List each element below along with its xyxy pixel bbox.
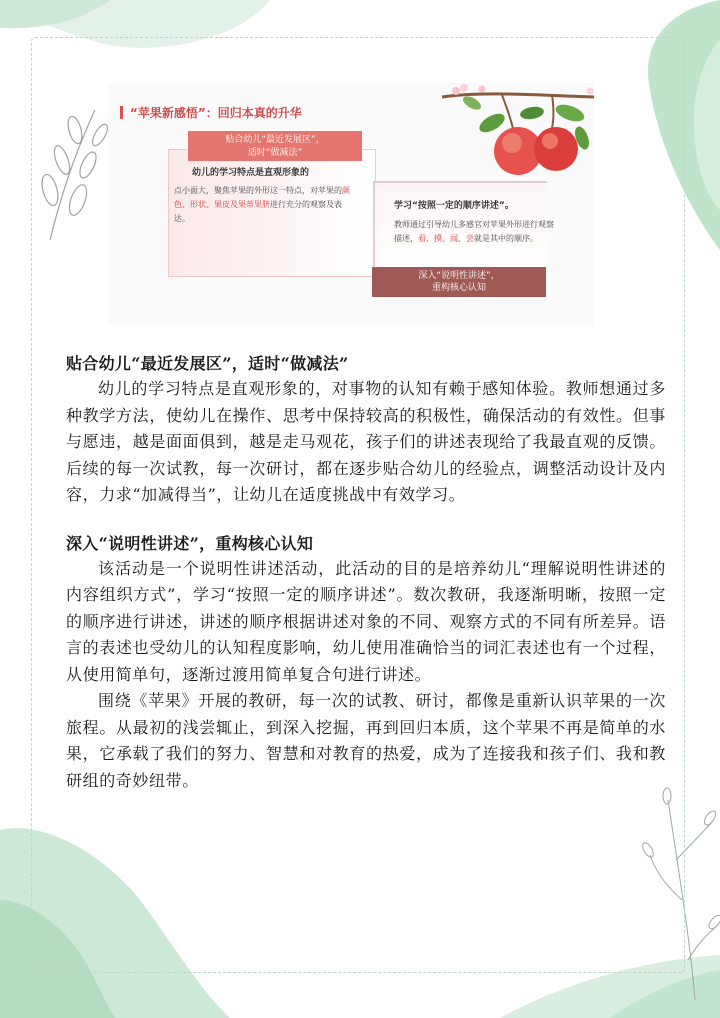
paragraph: 围绕《苹果》开展的教研，每一次的试教、研讨，都像是重新认识苹果的一次旅程。从最初的浅尝辄止，到深入挖掘，再到回归本质，这个苹果不再是简单的水果，它承载了我们的努力、智慧和对教育的热爱，成为了连接我和孩子们、我和教研组的奇妙纽带。 (66, 691, 666, 790)
paragraph: 幼儿的学习特点是直观形象的，对事物的认知有赖于感知体验。教师想通过多种教学方法，使幼儿在操作、思考中保持较高的积极性，确保活动的有效性。但事与愿违，越是面面俱到，越是走马观花，孩子们的讲述表现给了我最直观的反馈。后续的每一次试教，每一次研讨，都在逐步贴合幼儿的经验点，调整活动设计及内容，力求“加减得当”，让幼儿在适度挑战中有效学习。 (66, 379, 666, 504)
label-box-explanatory-narration (372, 267, 546, 297)
panel-right-heading: 学习“按照一定的顺序讲述”。 (394, 201, 514, 211)
apple-branch-illustration (442, 83, 594, 193)
panel-left-heading: 幼儿的学习特点是直观形象的 (192, 168, 310, 178)
label-box-line: 深入“说明性讲述”， (418, 271, 500, 281)
infographic-title (130, 104, 302, 121)
label-box-line: 重构核心认知 (431, 283, 486, 293)
paragraph: 该活动是一个说明性讲述活动，此活动的目的是培养幼儿“理解说明性讲述的内容组织方式”，学习“按照一定的顺序讲述”。数次教研，我逐渐明晰，按照一定的顺序进行讲述，讲述的顺序根据讲述对象的不同、观察方式的不同有所差异。语言的表述也受幼儿的认知程度影响，幼儿使用准确恰当的词汇表述也有一个过程，从使用简单句，逐渐过渡用简单复合句进行讲述。 (66, 558, 666, 684)
panel-left-text: 进行充分的观察及表达。 (174, 200, 342, 223)
panel-right-text: 就是其中的顺序。 (474, 234, 538, 243)
panel-left-text: 点小面大，聚焦苹果的外形这一特点，对苹果的 (174, 186, 342, 195)
section-heading: 深入“说明性讲述”，重构核心认知 (66, 533, 314, 553)
label-box-proximal-development (188, 131, 362, 161)
section-heading: 贴合幼儿“最近发展区”，适时“做减法” (66, 354, 349, 373)
panel-left-body (174, 184, 354, 226)
label-box-line: 贴合幼儿“最近发展区”， (225, 135, 325, 145)
infographic-image (108, 83, 594, 325)
label-box-line: 适时“做减法” (247, 148, 303, 158)
panel-right-highlight: 看、摸、闻、尝 (418, 234, 474, 243)
panel-right-body (394, 218, 554, 246)
article-body (66, 352, 666, 794)
panel-right-text: 教师通过引导幼儿多感官对苹果外形进行观察描述， (394, 220, 554, 243)
infographic-title-text: “苹果新感悟”：回归本真的升华 (130, 106, 302, 120)
panel-left-highlight: 颜色、形状、果皮及果蒂果脐 (174, 186, 350, 209)
title-accent-bar (120, 106, 123, 119)
